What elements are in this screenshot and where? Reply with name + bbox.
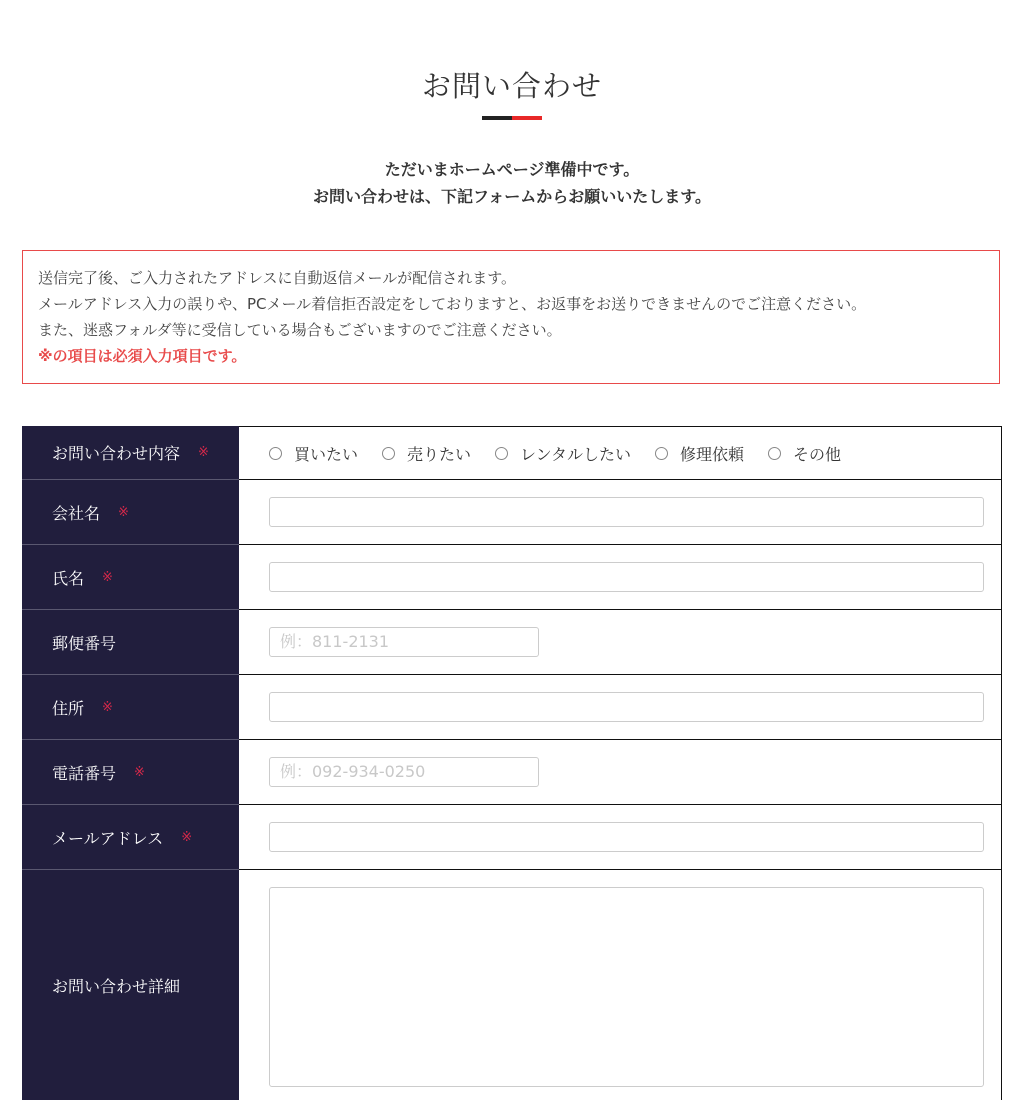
radio-other[interactable] [768, 442, 841, 465]
radio-circle-icon[interactable] [495, 447, 508, 460]
notice-line-3: また、迷惑フォルダ等に受信している場合もございますのでご注意ください。 [38, 321, 562, 339]
field-label: 住所 [52, 698, 85, 718]
field-label: 郵便番号 [52, 633, 117, 653]
field-label: お問い合わせ詳細 [52, 976, 181, 996]
field-label: 電話番号 [52, 763, 117, 783]
radio-label: その他 [793, 445, 842, 464]
input-cell [239, 610, 1002, 675]
radio-circle-icon[interactable] [269, 447, 282, 460]
label-cell [22, 740, 239, 805]
title-underline-red [512, 116, 542, 120]
name-input[interactable] [269, 562, 984, 592]
label-cell [22, 805, 239, 870]
label-cell [22, 610, 239, 675]
row-name [22, 545, 1002, 610]
row-inquiry-type [22, 426, 1002, 480]
required-mark: ※ [102, 569, 113, 585]
field-label: お問い合わせ内容 [52, 444, 181, 463]
label-cell [22, 426, 239, 480]
row-phone [22, 740, 1002, 805]
title-underline [482, 116, 542, 120]
row-postal [22, 610, 1002, 675]
company-input[interactable] [269, 497, 984, 527]
radio-circle-icon[interactable] [768, 447, 781, 460]
label-cell [22, 480, 239, 545]
radio-buy[interactable] [269, 442, 358, 465]
details-textarea[interactable] [269, 887, 984, 1087]
notice-line-2: メールアドレス入力の誤りや、PCメール着信拒否設定をしておりますと、お返事をお送りできませんのでご注意ください。 [38, 295, 867, 313]
radio-repair[interactable] [655, 442, 744, 465]
required-mark: ※ [198, 445, 209, 460]
radio-circle-icon[interactable] [655, 447, 668, 460]
field-label: メールアドレス [52, 828, 164, 848]
postal-input[interactable]: 例：811-2131 [269, 627, 539, 657]
field-label: 会社名 [52, 503, 101, 523]
input-cell [239, 480, 1002, 545]
row-email [22, 805, 1002, 870]
radio-rental[interactable] [495, 442, 631, 465]
required-mark: ※ [134, 764, 145, 780]
row-company [22, 480, 1002, 545]
intro-line-2: お問い合わせは、下記フォームからお願いいたします。 [313, 187, 711, 206]
radio-label: 買いたい [294, 445, 359, 464]
radio-label: 修理依頼 [680, 445, 745, 464]
radio-label: レンタルしたい [520, 445, 631, 464]
required-mark: ※ [118, 504, 129, 520]
label-cell [22, 675, 239, 740]
row-address [22, 675, 1002, 740]
intro-text [0, 156, 1024, 210]
field-label: 氏名 [52, 568, 85, 588]
address-input[interactable] [269, 692, 984, 722]
notice-line-1: 送信完了後、ご入力されたアドレスに自動返信メールが配信されます。 [38, 269, 517, 287]
input-cell [239, 805, 1002, 870]
radio-sell[interactable] [382, 442, 471, 465]
input-cell [239, 426, 1002, 480]
phone-input[interactable]: 例：092-934-0250 [269, 757, 539, 787]
title-underline-dark [482, 116, 512, 120]
label-cell [22, 870, 239, 1100]
email-input[interactable] [269, 822, 984, 852]
intro-line-1: ただいまホームページ準備中です。 [384, 160, 640, 179]
label-cell [22, 545, 239, 610]
radio-label: 売りたい [407, 445, 472, 464]
row-details [22, 870, 1002, 1100]
inquiry-type-radio-group [269, 427, 865, 480]
input-cell [239, 545, 1002, 610]
input-cell [239, 675, 1002, 740]
required-note: ※の項目は必須入力項目です。 [38, 347, 247, 365]
required-mark: ※ [181, 829, 193, 845]
required-mark: ※ [102, 699, 113, 715]
notice-box [22, 250, 1000, 384]
page-title: お問い合わせ [421, 69, 602, 103]
radio-circle-icon[interactable] [382, 447, 395, 460]
input-cell [239, 870, 1002, 1100]
input-cell [239, 740, 1002, 805]
